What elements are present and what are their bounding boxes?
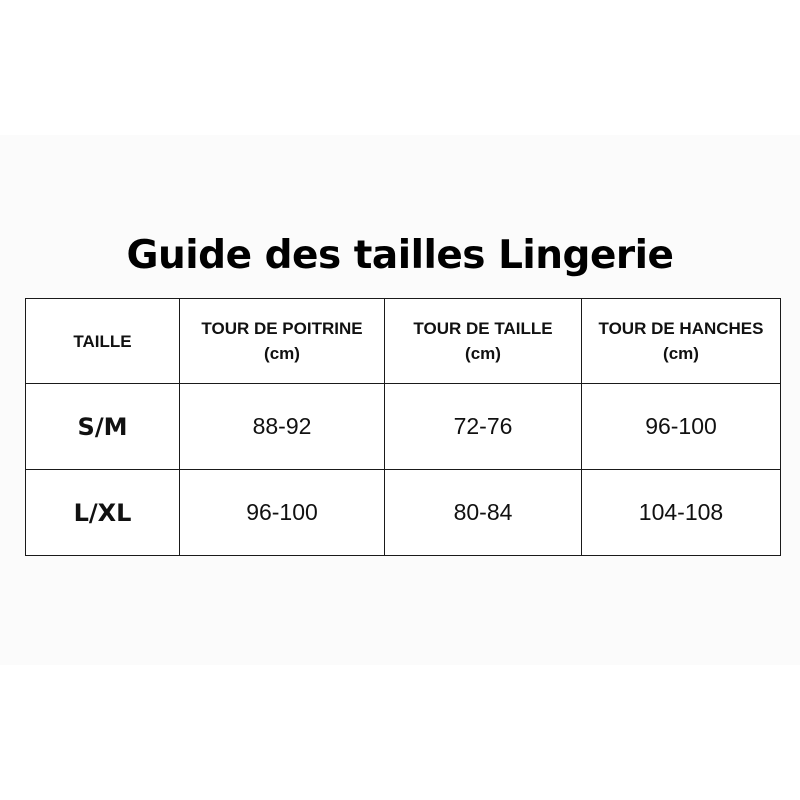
header-label: TOUR DE HANCHES bbox=[598, 319, 764, 338]
header-label: TAILLE bbox=[73, 331, 132, 351]
hips-value-cell: 96-100 bbox=[582, 384, 781, 470]
hips-value-cell: 104-108 bbox=[582, 470, 781, 556]
header-unit: (cm) bbox=[264, 344, 300, 363]
table-row bbox=[26, 470, 781, 556]
waist-value-cell: 72-76 bbox=[385, 384, 582, 470]
chest-value-cell: 96-100 bbox=[180, 470, 385, 556]
header-cell-hips bbox=[582, 299, 781, 384]
page-title: Guide des tailles Lingerie bbox=[126, 233, 674, 278]
header-cell-waist bbox=[385, 299, 582, 384]
size-table bbox=[25, 298, 781, 556]
header-label: TOUR DE TAILLE bbox=[413, 319, 553, 338]
waist-value-cell: 80-84 bbox=[385, 470, 582, 556]
header-cell-chest bbox=[180, 299, 385, 384]
table-row bbox=[26, 384, 781, 470]
header-unit: (cm) bbox=[465, 344, 501, 363]
table-header-row bbox=[26, 299, 781, 384]
header-unit: (cm) bbox=[663, 344, 699, 363]
header-cell-size bbox=[26, 299, 180, 384]
size-label-cell: S/M bbox=[26, 384, 180, 470]
size-label-cell: L/XL bbox=[26, 470, 180, 556]
header-label: TOUR DE POITRINE bbox=[201, 319, 363, 338]
chest-value-cell: 88-92 bbox=[180, 384, 385, 470]
